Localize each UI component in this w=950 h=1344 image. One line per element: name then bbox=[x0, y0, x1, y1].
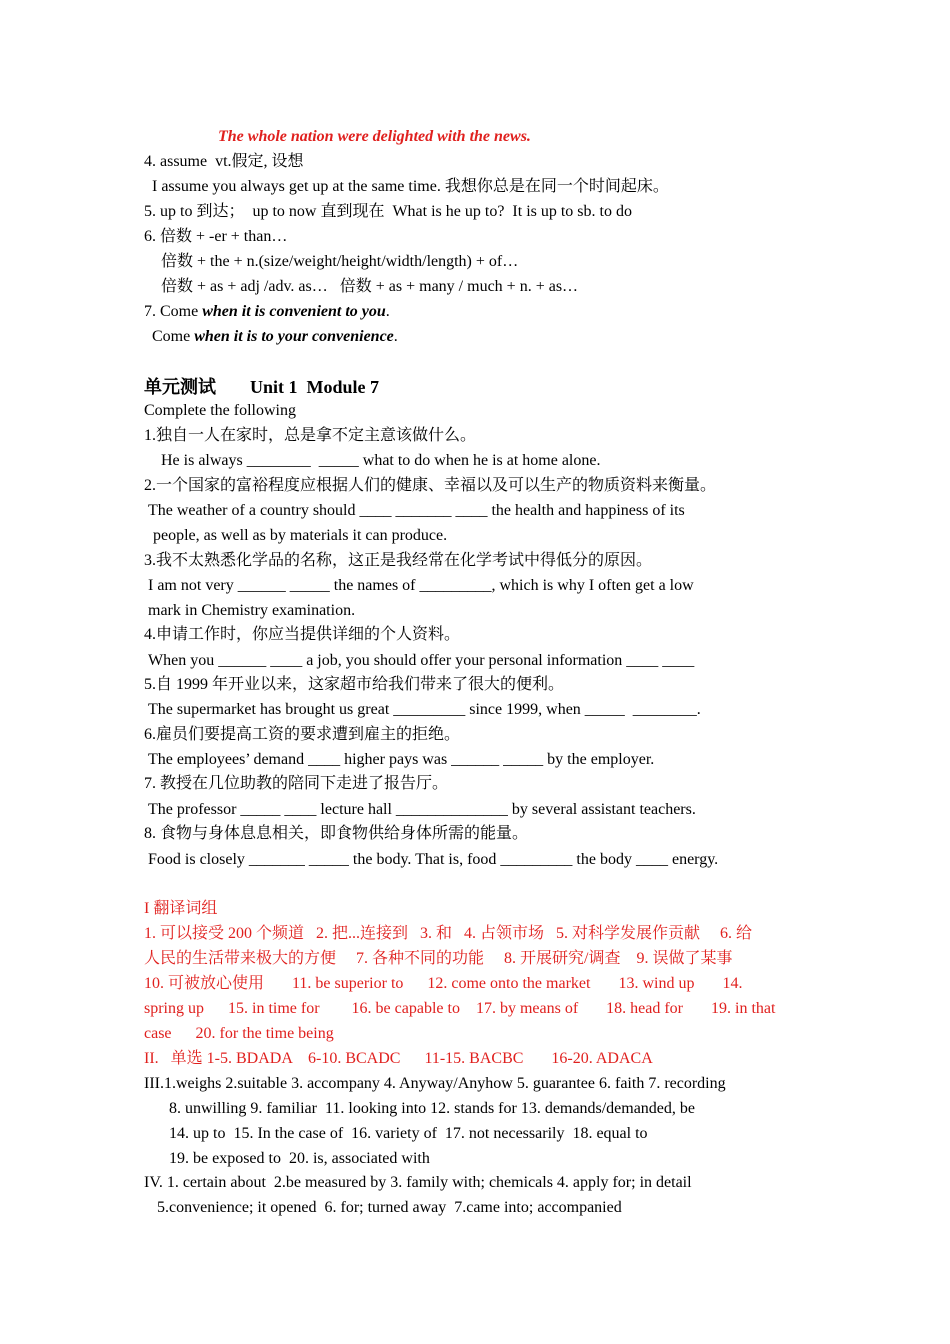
exercise-line: 6.雇员们要提高工资的要求遭到雇主的拒绝。 bbox=[144, 726, 461, 743]
note-item-7b bbox=[152, 327, 398, 347]
answer-line: 5.convenience; it opened 6. for; turned away 7.came into; accompanied bbox=[157, 1199, 622, 1216]
answer-line: 19. be exposed to 20. is, associated with bbox=[169, 1150, 430, 1167]
exercise-line: I am not very ______ _____ the names of _________, which is why I often get a low bbox=[148, 577, 694, 594]
exercise-line: 5.自 1999 年开业以来，这家超市给我们带来了很大的便利。 bbox=[144, 676, 565, 693]
note-item-5: 5. up to 到达； up to now 直到现在 What is he up to? It is up to sb. to do bbox=[144, 203, 632, 220]
note-item-7a-prefix: 7. Come bbox=[144, 303, 203, 320]
exercise-line: The employees’ demand ____ higher pays was ______ _____ by the employer. bbox=[148, 751, 655, 768]
answer-line: spring up 15. in time for 16. be capable to 17. by means of 18. head for 19. in that bbox=[144, 1000, 776, 1017]
example-sentence: The whole nation were delighted with the news. bbox=[218, 128, 531, 145]
exercise-line: The weather of a country should ____ _______ ____ the health and happiness of its bbox=[148, 502, 685, 519]
note-item-7a-period: . bbox=[385, 303, 390, 320]
unit-test-heading bbox=[144, 376, 379, 398]
exercise-line: The professor _____ ____ lecture hall ______________ by several assistant teachers. bbox=[148, 801, 696, 818]
note-item-6c: 倍数 + as + adj /adv. as… 倍数 + as + many / much + n. + as… bbox=[161, 278, 579, 295]
exercise-line: Food is closely _______ _____ the body. That is, food _________ the body ____ energy. bbox=[148, 851, 719, 868]
unit-test-instruction: Complete the following bbox=[144, 402, 296, 419]
exercise-line: 2.一个国家的富裕程度应根据人们的健康、幸福以及可以生产的物质资料来衡量。 bbox=[144, 477, 717, 494]
note-item-7a-emphasis: when it is convenient to you bbox=[202, 303, 386, 320]
exercise-line: 3.我不太熟悉化学品的名称，这正是我经常在化学考试中得低分的原因。 bbox=[144, 552, 653, 569]
note-item-6b: 倍数 + the + n.(size/weight/height/width/length) + of… bbox=[161, 253, 519, 270]
answer-heading: I 翻译词组 bbox=[144, 900, 218, 917]
exercise-line: people, as well as by materials it can produce. bbox=[153, 527, 448, 544]
answer-line: II. 单选 1-5. BDADA 6-10. BCADC 11-15. BACBC 16-20. ADACA bbox=[144, 1050, 653, 1067]
exercise-line: 8. 食物与身体息息相关，即食物供给身体所需的能量。 bbox=[144, 825, 529, 842]
answer-line: 1. 可以接受 200 个频道 2. 把...连接到 3. 和 4. 占领市场 5. 对科学发展作贡献 6. 给 bbox=[144, 925, 753, 942]
answer-line: 10. 可被放心使用 11. be superior to 12. come onto the market 13. wind up 14. bbox=[144, 975, 743, 992]
note-item-7b-emphasis: when it is to your convenience bbox=[194, 328, 394, 345]
answer-line: 人民的生活带来极大的方便 7. 各种不同的功能 8. 开展研究/调查 9. 误做了某事 bbox=[144, 950, 733, 967]
answer-line: 14. up to 15. In the case of 16. variety of 17. not necessarily 18. equal to bbox=[169, 1125, 648, 1142]
exercise-line: He is always ________ _____ what to do when he is at home alone. bbox=[161, 452, 601, 469]
note-item-7b-period: . bbox=[393, 328, 398, 345]
exercise-line: When you ______ ____ a job, you should offer your personal information ____ ____ bbox=[148, 652, 695, 669]
unit-test-heading-cn: 单元测试 bbox=[144, 377, 216, 397]
note-item-6a: 6. 倍数 + -er + than… bbox=[144, 228, 288, 245]
exercise-line: mark in Chemistry examination. bbox=[148, 602, 356, 619]
answer-line: 8. unwilling 9. familiar 11. looking into 12. stands for 13. demands/demanded, be bbox=[169, 1100, 695, 1117]
exercise-line: The supermarket has brought us great _________ since 1999, when _____ ________. bbox=[148, 701, 701, 718]
answer-line: IV. 1. certain about 2.be measured by 3. family with; chemicals 4. apply for; in detail bbox=[144, 1174, 692, 1191]
exercise-line: 1.独自一人在家时，总是拿不定主意该做什么。 bbox=[144, 427, 477, 444]
answer-line: III.1.weighs 2.suitable 3. accompany 4. Anyway/Anyhow 5. guarantee 6. faith 7. recording bbox=[144, 1075, 726, 1092]
exercise-line: 7. 教授在几位助教的陪同下走进了报告厅。 bbox=[144, 775, 449, 792]
answer-line: case 20. for the time being bbox=[144, 1025, 334, 1042]
unit-test-heading-en: Unit 1 Module 7 bbox=[250, 377, 380, 397]
note-item-7a bbox=[144, 302, 390, 322]
note-item-4-example: I assume you always get up at the same time. 我想你总是在同一个时间起床。 bbox=[152, 178, 669, 195]
note-item-4: 4. assume vt.假定, 设想 bbox=[144, 153, 304, 170]
note-item-7b-prefix: Come bbox=[152, 328, 195, 345]
exercise-line: 4.申请工作时，你应当提供详细的个人资料。 bbox=[144, 626, 461, 643]
